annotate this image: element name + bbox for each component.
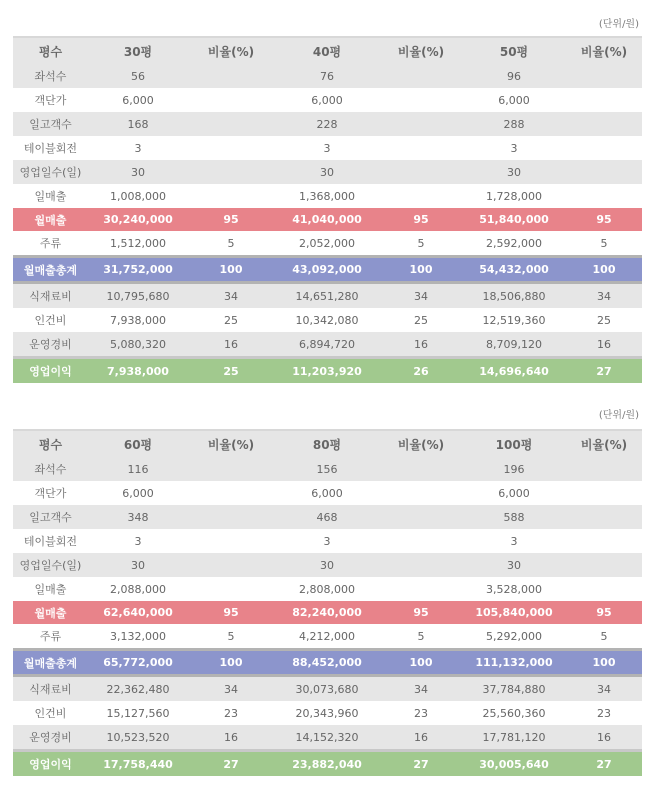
row-label: 주류: [13, 624, 88, 650]
table-cell: [566, 529, 642, 553]
row-label: 월매출총계: [13, 650, 88, 676]
table-cell: 6,000: [274, 88, 380, 112]
table-cell: [188, 457, 274, 481]
table-cell: 27: [566, 751, 642, 777]
table-cell: 34: [380, 283, 462, 309]
table-cell: 16: [566, 332, 642, 358]
row-label: 객단가: [13, 481, 88, 505]
table-cell: 116: [88, 457, 188, 481]
table-cell: 95: [188, 208, 274, 231]
table-cell: 196: [462, 457, 566, 481]
row-label: 운영경비: [13, 725, 88, 751]
table-row: [13, 358, 642, 384]
table-cell: 16: [188, 725, 274, 751]
table-cell: 5,080,320: [88, 332, 188, 358]
table-cell: 228: [274, 112, 380, 136]
table-cell: 2,088,000: [88, 577, 188, 601]
table-cell: 96: [462, 64, 566, 88]
table-row: [13, 457, 642, 481]
table-cell: [566, 64, 642, 88]
column-header: 40평: [274, 37, 380, 64]
table-cell: [380, 481, 462, 505]
column-header: 비율(%): [380, 430, 462, 457]
table-cell: 25: [188, 308, 274, 332]
table-cell: 3: [88, 136, 188, 160]
table-row: [13, 208, 642, 231]
table-cell: 14,696,640: [462, 358, 566, 384]
table-row: [13, 231, 642, 257]
table-cell: [188, 553, 274, 577]
table-cell: 16: [380, 725, 462, 751]
table-cell: [188, 577, 274, 601]
table-cell: 30,073,680: [274, 676, 380, 702]
column-header: 30평: [88, 37, 188, 64]
table-cell: [566, 553, 642, 577]
table-cell: 37,784,880: [462, 676, 566, 702]
table-header-row: [13, 430, 642, 457]
table-cell: 5: [566, 231, 642, 257]
table-cell: 30: [274, 160, 380, 184]
table-cell: 6,000: [274, 481, 380, 505]
table-cell: [566, 577, 642, 601]
table-row: [13, 505, 642, 529]
table-cell: 168: [88, 112, 188, 136]
table-cell: [188, 184, 274, 208]
table-cell: 100: [566, 257, 642, 283]
table-cell: 25: [380, 308, 462, 332]
row-label: 영업일수(일): [13, 553, 88, 577]
table-cell: [188, 481, 274, 505]
table-cell: 30: [88, 160, 188, 184]
table-row: [13, 701, 642, 725]
table-row: [13, 136, 642, 160]
table-row: [13, 160, 642, 184]
table-cell: [380, 505, 462, 529]
table-cell: 3,132,000: [88, 624, 188, 650]
table-cell: 588: [462, 505, 566, 529]
table-cell: 6,000: [462, 481, 566, 505]
row-label: 인건비: [13, 308, 88, 332]
table-cell: [380, 112, 462, 136]
table-row: [13, 332, 642, 358]
table-cell: 156: [274, 457, 380, 481]
table-row: [13, 725, 642, 751]
table-cell: 6,000: [462, 88, 566, 112]
table-cell: 30,005,640: [462, 751, 566, 777]
table-cell: [566, 136, 642, 160]
table-row: [13, 577, 642, 601]
table-row: [13, 751, 642, 777]
table-cell: [380, 553, 462, 577]
table-cell: 95: [566, 208, 642, 231]
row-label: 영업이익: [13, 751, 88, 777]
table-cell: 62,640,000: [88, 601, 188, 624]
table-header-row: [13, 37, 642, 64]
table-cell: 10,342,080: [274, 308, 380, 332]
table-cell: [188, 88, 274, 112]
table-cell: 6,894,720: [274, 332, 380, 358]
table-cell: [566, 481, 642, 505]
column-header: 비율(%): [188, 430, 274, 457]
table-row: [13, 308, 642, 332]
row-label: 테이블회전: [13, 529, 88, 553]
table-row: [13, 624, 642, 650]
row-label: 식재료비: [13, 676, 88, 702]
unit-label-1: (단위/원): [598, 19, 639, 30]
table-row: [13, 601, 642, 624]
table-cell: 10,523,520: [88, 725, 188, 751]
table-cell: 1,368,000: [274, 184, 380, 208]
table-row: [13, 184, 642, 208]
column-header: 비율(%): [566, 37, 642, 64]
table-cell: [380, 457, 462, 481]
table-cell: 25: [188, 358, 274, 384]
table-row: [13, 553, 642, 577]
table-cell: 348: [88, 505, 188, 529]
table-cell: 27: [188, 751, 274, 777]
table-cell: 95: [188, 601, 274, 624]
table-cell: 11,203,920: [274, 358, 380, 384]
table-row: [13, 529, 642, 553]
table-cell: 22,362,480: [88, 676, 188, 702]
table-cell: 43,092,000: [274, 257, 380, 283]
table-cell: [380, 184, 462, 208]
table-cell: 100: [188, 650, 274, 676]
table-cell: 16: [188, 332, 274, 358]
table-cell: 23,882,040: [274, 751, 380, 777]
table-cell: [566, 457, 642, 481]
table-cell: [380, 577, 462, 601]
table-cell: [380, 88, 462, 112]
table-cell: 105,840,000: [462, 601, 566, 624]
table-cell: [380, 529, 462, 553]
table-cell: 288: [462, 112, 566, 136]
table-cell: 34: [380, 676, 462, 702]
table-cell: [566, 160, 642, 184]
table-cell: 65,772,000: [88, 650, 188, 676]
column-header: 50평: [462, 37, 566, 64]
table-cell: 7,938,000: [88, 358, 188, 384]
table-cell: 54,432,000: [462, 257, 566, 283]
table-cell: 20,343,960: [274, 701, 380, 725]
table-cell: 3,528,000: [462, 577, 566, 601]
table-cell: [380, 160, 462, 184]
table-cell: [188, 64, 274, 88]
table-cell: 3: [462, 136, 566, 160]
row-label: 월매출: [13, 208, 88, 231]
table-cell: 34: [566, 283, 642, 309]
table-cell: 34: [566, 676, 642, 702]
table-cell: [566, 505, 642, 529]
row-label: 좌석수: [13, 64, 88, 88]
table-cell: 17,781,120: [462, 725, 566, 751]
table-cell: 5: [380, 231, 462, 257]
table-cell: 1,008,000: [88, 184, 188, 208]
row-label: 일고객수: [13, 112, 88, 136]
table-cell: 25,560,360: [462, 701, 566, 725]
column-header: 평수: [13, 430, 88, 457]
table-cell: 23: [188, 701, 274, 725]
table-cell: 18,506,880: [462, 283, 566, 309]
table-cell: 17,758,440: [88, 751, 188, 777]
column-header: 비율(%): [380, 37, 462, 64]
table-cell: [380, 64, 462, 88]
table-cell: [188, 529, 274, 553]
row-label: 일매출: [13, 577, 88, 601]
table-cell: 34: [188, 676, 274, 702]
table-cell: 88,452,000: [274, 650, 380, 676]
table-cell: 111,132,000: [462, 650, 566, 676]
column-header: 100평: [462, 430, 566, 457]
table-cell: 5: [566, 624, 642, 650]
table-cell: [188, 112, 274, 136]
table-cell: 30: [462, 160, 566, 184]
table-cell: 5,292,000: [462, 624, 566, 650]
table-cell: 26: [380, 358, 462, 384]
row-label: 영업이익: [13, 358, 88, 384]
row-label: 주류: [13, 231, 88, 257]
table-cell: 100: [380, 650, 462, 676]
table-row: [13, 283, 642, 309]
table-cell: 25: [566, 308, 642, 332]
unit-label-2: (단위/원): [598, 410, 639, 421]
row-label: 월매출총계: [13, 257, 88, 283]
table-cell: 3: [462, 529, 566, 553]
table-cell: 23: [380, 701, 462, 725]
table-cell: 3: [88, 529, 188, 553]
table-cell: 100: [380, 257, 462, 283]
table-cell: 23: [566, 701, 642, 725]
table-row: [13, 112, 642, 136]
table-cell: 95: [380, 601, 462, 624]
table-cell: 95: [380, 208, 462, 231]
table-row: [13, 64, 642, 88]
table-cell: 56: [88, 64, 188, 88]
table-row: [13, 257, 642, 283]
table-cell: 27: [380, 751, 462, 777]
row-label: 테이블회전: [13, 136, 88, 160]
table-cell: [188, 505, 274, 529]
table-cell: 27: [566, 358, 642, 384]
table-row: [13, 88, 642, 112]
table-cell: 7,938,000: [88, 308, 188, 332]
table-cell: 30,240,000: [88, 208, 188, 231]
table-cell: 31,752,000: [88, 257, 188, 283]
table-cell: [566, 88, 642, 112]
table-cell: 30: [462, 553, 566, 577]
table-cell: 100: [566, 650, 642, 676]
column-header: 비율(%): [188, 37, 274, 64]
table-row: [13, 650, 642, 676]
table-cell: [566, 184, 642, 208]
row-label: 객단가: [13, 88, 88, 112]
table-cell: [188, 136, 274, 160]
table-cell: 5: [380, 624, 462, 650]
table-cell: 30: [88, 553, 188, 577]
table-cell: [566, 112, 642, 136]
revenue-table-2: [13, 429, 642, 776]
table-cell: 10,795,680: [88, 283, 188, 309]
row-label: 일고객수: [13, 505, 88, 529]
table-cell: 15,127,560: [88, 701, 188, 725]
column-header: 80평: [274, 430, 380, 457]
table-cell: 468: [274, 505, 380, 529]
table-cell: 34: [188, 283, 274, 309]
table-row: [13, 481, 642, 505]
row-label: 운영경비: [13, 332, 88, 358]
row-label: 인건비: [13, 701, 88, 725]
table-cell: 12,519,360: [462, 308, 566, 332]
table-cell: 16: [566, 725, 642, 751]
table-cell: 82,240,000: [274, 601, 380, 624]
row-label: 일매출: [13, 184, 88, 208]
table-cell: 51,840,000: [462, 208, 566, 231]
table-cell: 4,212,000: [274, 624, 380, 650]
table-cell: 1,512,000: [88, 231, 188, 257]
table-row: [13, 676, 642, 702]
table-cell: 76: [274, 64, 380, 88]
table-cell: 3: [274, 136, 380, 160]
column-header: 비율(%): [566, 430, 642, 457]
table-cell: 1,728,000: [462, 184, 566, 208]
row-label: 영업일수(일): [13, 160, 88, 184]
table-cell: 14,651,280: [274, 283, 380, 309]
table-cell: 100: [188, 257, 274, 283]
column-header: 평수: [13, 37, 88, 64]
table-cell: [188, 160, 274, 184]
table-cell: 8,709,120: [462, 332, 566, 358]
table-cell: 2,592,000: [462, 231, 566, 257]
table-cell: 30: [274, 553, 380, 577]
column-header: 60평: [88, 430, 188, 457]
table-cell: 14,152,320: [274, 725, 380, 751]
row-label: 좌석수: [13, 457, 88, 481]
table-cell: 6,000: [88, 88, 188, 112]
table-cell: 16: [380, 332, 462, 358]
table-cell: 3: [274, 529, 380, 553]
table-cell: [380, 136, 462, 160]
table-cell: 95: [566, 601, 642, 624]
table-cell: 5: [188, 231, 274, 257]
table-cell: 6,000: [88, 481, 188, 505]
revenue-table-1: [13, 36, 642, 383]
row-label: 식재료비: [13, 283, 88, 309]
row-label: 월매출: [13, 601, 88, 624]
table-cell: 2,808,000: [274, 577, 380, 601]
table-cell: 41,040,000: [274, 208, 380, 231]
table-cell: 5: [188, 624, 274, 650]
table-cell: 2,052,000: [274, 231, 380, 257]
